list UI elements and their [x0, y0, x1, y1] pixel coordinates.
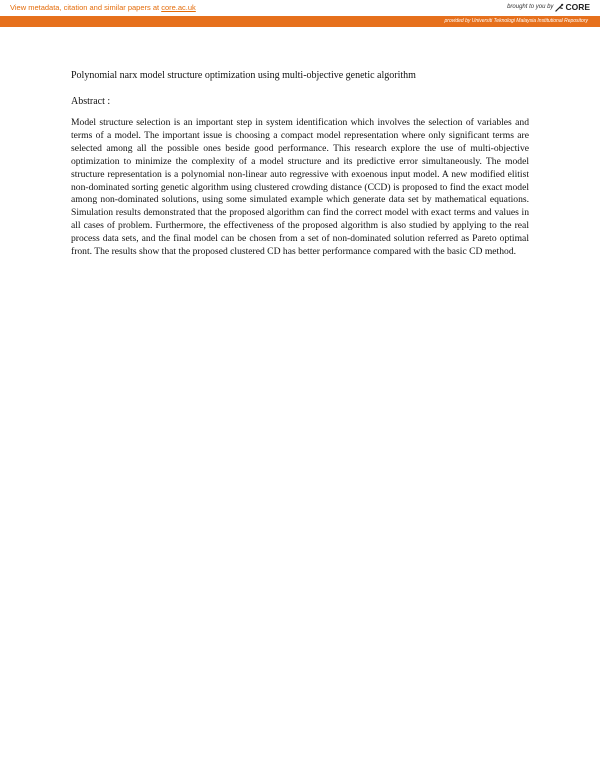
paper-title: Polynomial narx model structure optimization using multi-objective genetic algorithm — [71, 70, 416, 81]
core-logo[interactable] — [555, 2, 590, 12]
metadata-link-text — [10, 3, 196, 12]
abstract-heading: Abstract : — [71, 96, 111, 107]
abstract-body: Model structure selection is an important step in system identification which involves the selection of variables and terms of a model. The important issue is choosing a compact model representation where only significant terms are selected among all the possible ones beside good performance. This research explore the use of multi-objective optimization to minimize the complexity of a model structure and its predictive error simultaneously. The model structure representation is a polynomial non-linear auto regressive with exoenous input model. A new modified elitist non-dominated sorting genetic algorithm using clustered crowding distance (CCD) is proposed to find the exact model among non-dominated solutions, using some simulated example which generate data set by mathematical equations. Simulation results demonstrated that the proposed algorithm can find the correct model with exact terms and values in all cases of problem. Furthermore, the effectiveness of the proposed algorithm is also studied by applying to the real process data sets, and the final model can be chosen from a set of non-dominated solution referred as Pareto optimal front. The results show that the proposed clustered CD has better performance compared with the basic CD method. — [71, 117, 529, 258]
brought-to-you-by — [507, 2, 590, 12]
core-logo-icon — [555, 3, 564, 12]
core-logo-text: CORE — [565, 2, 590, 12]
metadata-link-prefix: View metadata, citation and similar papers at — [10, 3, 160, 12]
core-ac-uk-link[interactable]: core.ac.uk — [161, 3, 196, 12]
core-header-bar — [0, 0, 600, 16]
provided-by-text: provided by Universiti Teknologi Malaysia Institutional Repository — [444, 18, 588, 24]
brought-text: brought to you by — [507, 4, 554, 10]
